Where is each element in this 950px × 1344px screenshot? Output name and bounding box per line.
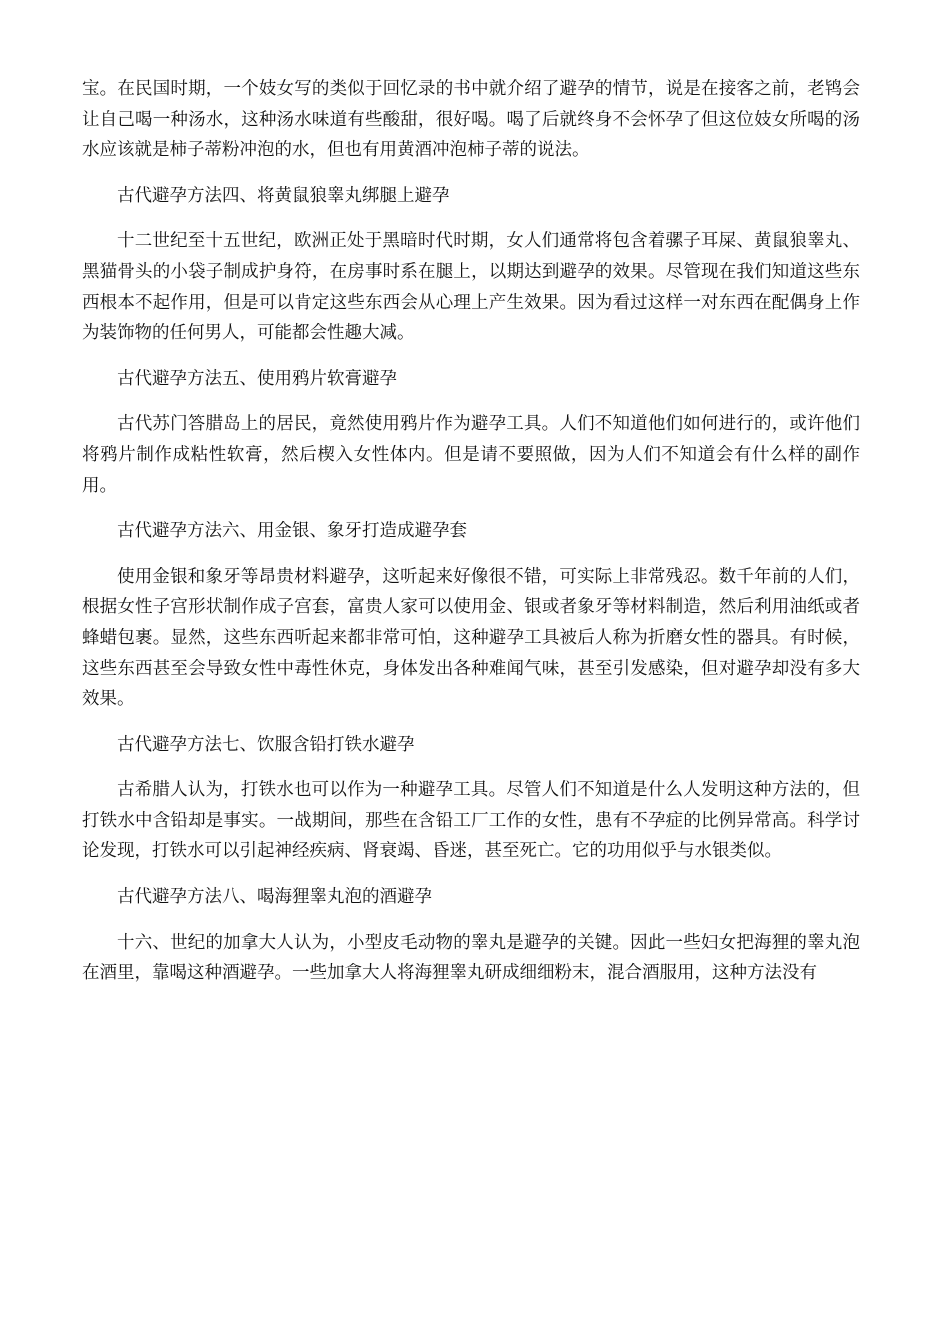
section-heading-5: 古代避孕方法五、使用鸦片软膏避孕 — [117, 368, 397, 389]
paragraph-section-8: 十六、世纪的加拿大人认为，小型皮毛动物的睾丸是避孕的关键。因此一些妇女把海狸的睾丸泡在酒里，靠喝这种酒避孕。一些加拿大人将海狸睾丸研成细细粉末，混合酒服用，这种方法没有 — [82, 932, 860, 984]
paragraph-section-7: 古希腊人认为，打铁水也可以作为一种避孕工具。尽管人们不知道是什么人发明这种方法的，但打铁水中含铅却是事实。一战期间，那些在含铅工厂工作的女性，患有不孕症的比例异常高。科学讨论发现，打铁水可以引起神经疾病、肾衰竭、昏迷，甚至死亡。它的功用似乎与水银类似。 — [82, 780, 860, 862]
paragraph-section-6: 使用金银和象牙等昂贵材料避孕，这听起来好像很不错，可实际上非常残忍。数千年前的人们，根据女性子宫形状制作成子宫套，富贵人家可以使用金、银或者象牙等材料制造，然后利用油纸或者蜂蜡包裹。显然，这些东西听起来都非常可怕，这种避孕工具被后人称为折磨女性的器具。有时候，这些东西甚至会导致女性中毒性休克，身体发出各种难闻气味，甚至引发感染，但对避孕却没有多大效果。 — [82, 566, 860, 710]
document-page — [82, 74, 860, 1004]
paragraph-continuation: 宝。在民国时期，一个妓女写的类似于回忆录的书中就介绍了避孕的情节，说是在接客之前，老鸨会让自己喝一种汤水，这种汤水味道有些酸甜，很好喝。喝了后就终身不会怀孕了但这位妓女所喝的汤水应该就是柿子蒂粉冲泡的水，但也有用黄酒冲泡柿子蒂的说法。 — [82, 79, 860, 161]
section-heading-8: 古代避孕方法八、喝海狸睾丸泡的酒避孕 — [117, 887, 432, 908]
paragraph-section-4: 十二世纪至十五世纪，欧洲正处于黑暗时代时期，女人们通常将包含着骡子耳屎、黄鼠狼睾丸、黑猫骨头的小袋子制成护身符，在房事时系在腿上，以期达到避孕的效果。尽管现在我们知道这些东西根本不起作用，但是可以肯定这些东西会从心理上产生效果。因为看过这样一对东西在配偶身上作为装饰物的任何男人，可能都会性趣大减。 — [82, 231, 860, 344]
section-heading-6: 古代避孕方法六、用金银、象牙打造成避孕套 — [117, 521, 467, 542]
paragraph-section-5: 古代苏门答腊岛上的居民，竟然使用鸦片作为避孕工具。人们不知道他们如何进行的，或许他们将鸦片制作成粘性软膏，然后楔入女性体内。但是请不要照做，因为人们不知道会有什么样的副作用。 — [82, 414, 860, 496]
section-heading-4: 古代避孕方法四、将黄鼠狼睾丸绑腿上避孕 — [117, 185, 450, 206]
section-heading-7: 古代避孕方法七、饮服含铅打铁水避孕 — [117, 734, 415, 755]
